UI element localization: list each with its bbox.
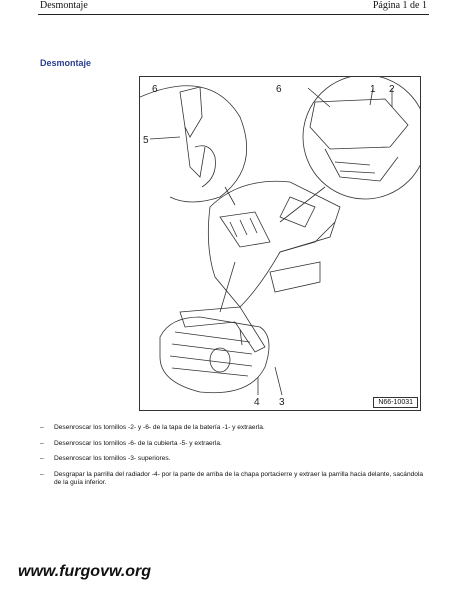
- watermark-url: www.furgovw.org: [18, 563, 152, 580]
- radiator-grille-4: [160, 317, 269, 393]
- illustration-drawing: [140, 77, 421, 411]
- instruction-step: [40, 424, 425, 433]
- section-title: Desmontaje: [40, 58, 92, 68]
- list-dash: –: [40, 439, 44, 447]
- callout-6-right: 6: [276, 84, 282, 95]
- instruction-text: Desenroscar los tornillos -3- superiores.: [54, 455, 171, 462]
- instruction-step: [40, 455, 425, 464]
- instruction-text: Desenroscar los tornillos -6- de la cubierta -5- y extraerla.: [54, 439, 222, 447]
- instruction-text: Desgrapar la parrilla del radiador -4- por la parte de arriba de la chapa portacierre y extraer la parrilla hacia delante, sacándola de la guía inferior.: [54, 470, 424, 486]
- list-dash: –: [40, 470, 44, 478]
- technical-illustration: [139, 76, 421, 411]
- callout-6-left: 6: [152, 84, 158, 95]
- instruction-text: Desenroscar los tornillos -2- y -6- de la tapa de la batería -1- y extraerla.: [54, 424, 265, 431]
- detail-circle-left: [140, 86, 247, 202]
- callout-5: 5: [143, 135, 149, 146]
- callout-4: 4: [254, 397, 260, 408]
- detail-circle-right: [303, 77, 421, 199]
- figure-id-label: N66-10031: [373, 397, 418, 408]
- header-page-number: Página 1 de 1: [372, 0, 427, 11]
- list-dash: –: [40, 455, 44, 462]
- instruction-step: [40, 440, 425, 449]
- instruction-step: [40, 471, 425, 488]
- callout-1: 1: [370, 84, 376, 95]
- callout-2: 2: [389, 84, 395, 95]
- list-dash: –: [40, 424, 44, 431]
- header-rule: [38, 14, 429, 15]
- callout-3: 3: [279, 397, 285, 408]
- cover-part-5: [180, 87, 202, 137]
- page-header: [0, 0, 463, 14]
- header-title: Desmontaje: [40, 0, 88, 11]
- instruction-list: [40, 424, 425, 495]
- battery-cover-1: [310, 99, 408, 149]
